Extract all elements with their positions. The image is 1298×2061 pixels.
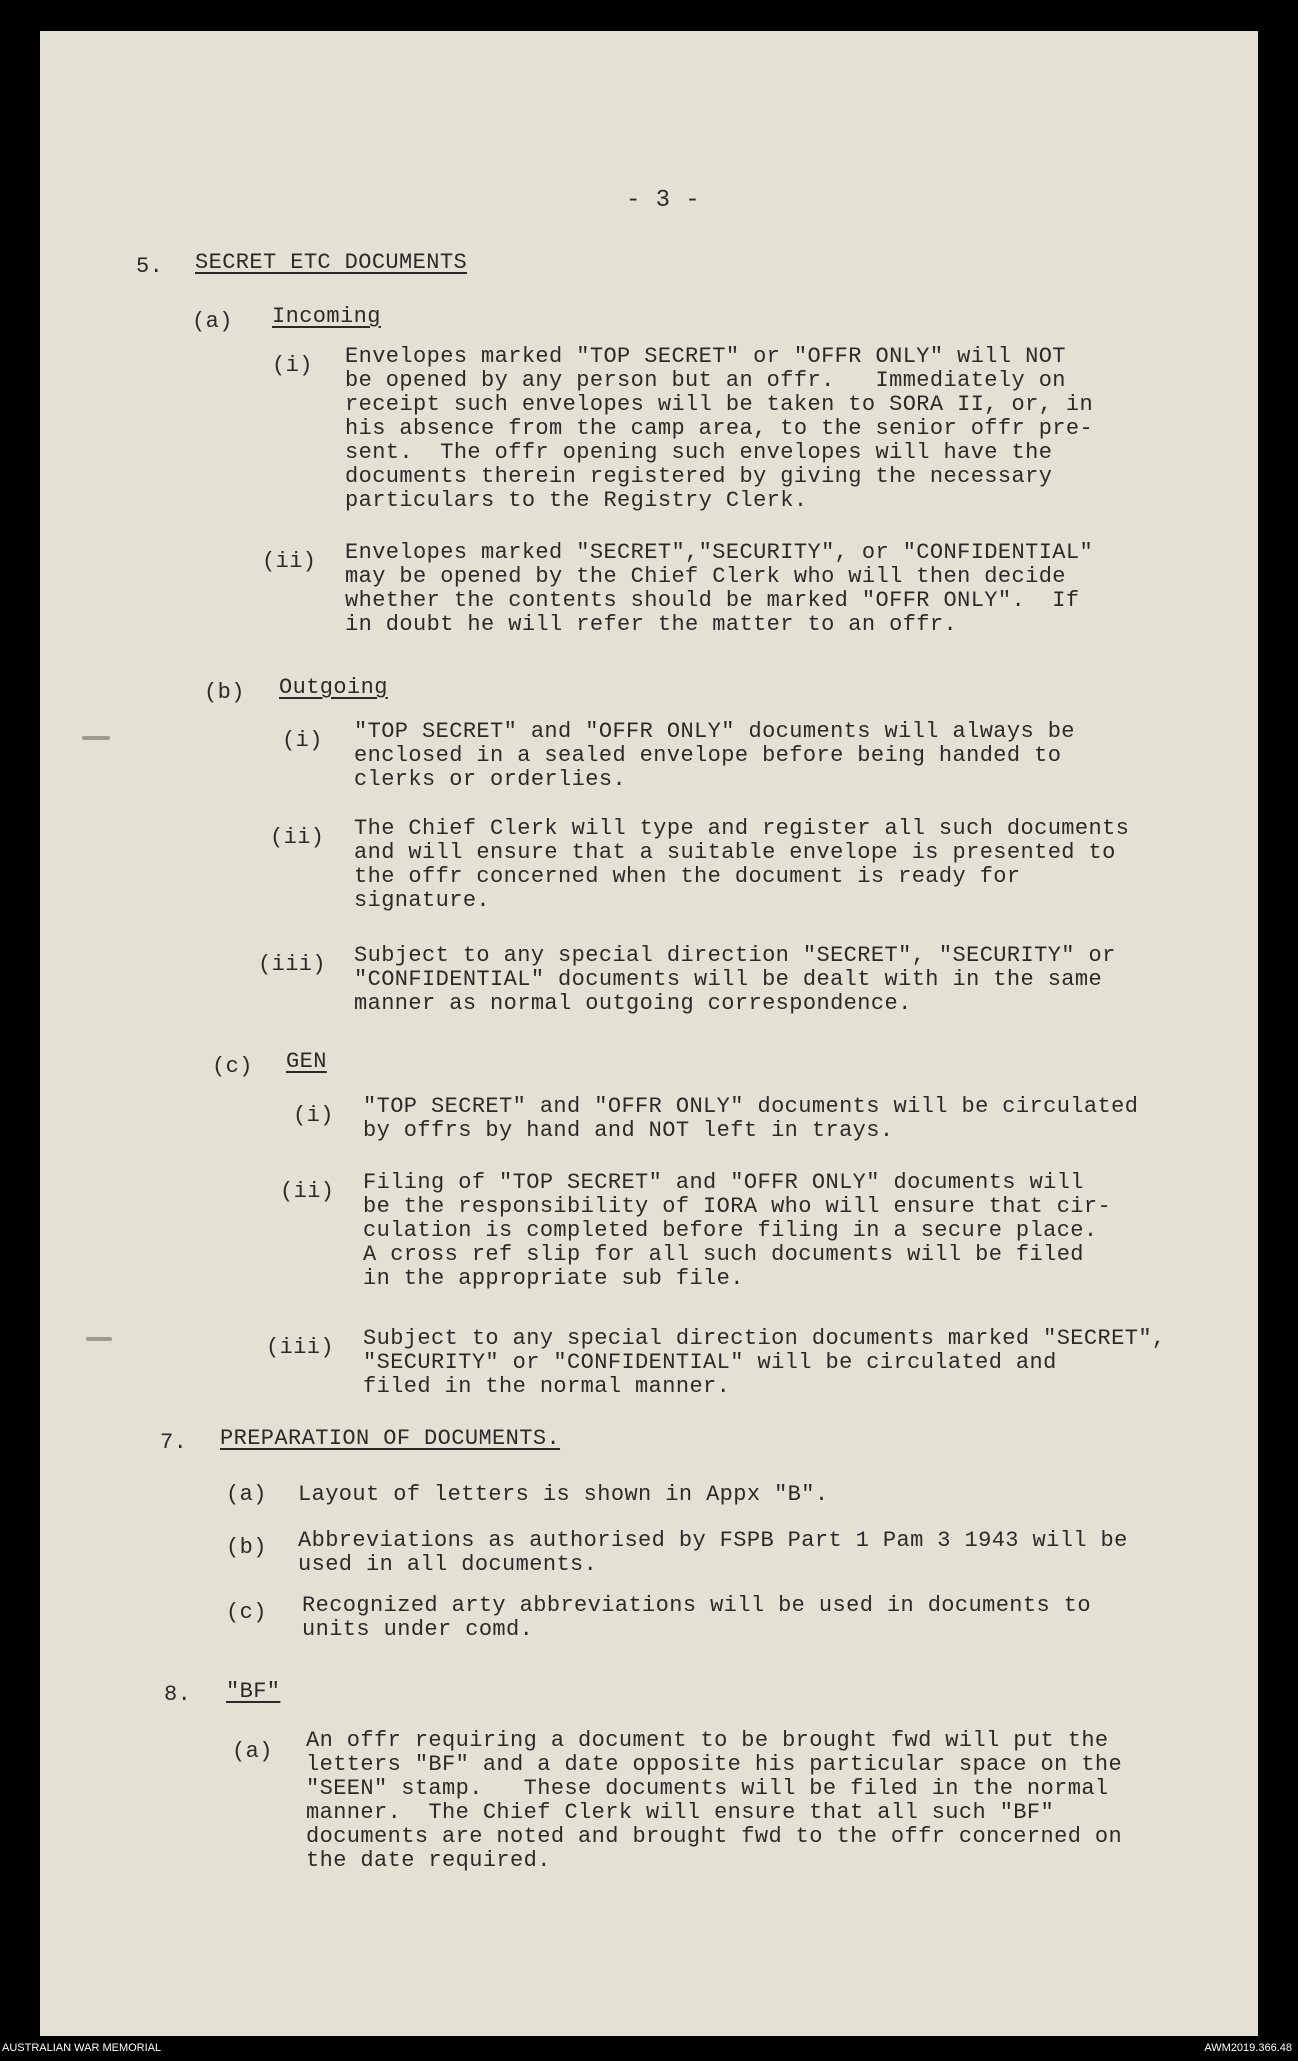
staple-mark-upper bbox=[82, 736, 110, 740]
sec5-a-i-line: documents therein registered by giving the necessary bbox=[345, 464, 1053, 489]
sec5-b-i-line: "TOP SECRET" and "OFFR ONLY" documents will always be bbox=[354, 719, 1075, 744]
sec7-a-line: Layout of letters is shown in Appx "B". bbox=[298, 1482, 829, 1507]
sec5-c-i-number: (i) bbox=[293, 1103, 334, 1128]
section-8-number: 8. bbox=[164, 1682, 192, 1707]
sec5-a-ii-line: Envelopes marked "SECRET","SECURITY", or "CONFIDENTIAL" bbox=[345, 540, 1094, 565]
sec7-b-line: Abbreviations as authorised by FSPB Part 1 Pam 3 1943 will be bbox=[298, 1528, 1128, 1553]
sec5-a-i-line: be opened by any person but an offr. Immediately on bbox=[345, 368, 1066, 393]
sec5-c-ii-number: (ii) bbox=[280, 1179, 335, 1204]
sec5-a-ii-line: whether the contents should be marked "OFFR ONLY". If bbox=[345, 588, 1080, 613]
sec5-c-ii-line: be the responsibility of IORA who will ensure that cir- bbox=[363, 1194, 1112, 1219]
sec7-c-line: units under comd. bbox=[302, 1617, 534, 1642]
section-7-heading: PREPARATION OF DOCUMENTS. bbox=[220, 1426, 561, 1451]
sec5-c-i-line: by offrs by hand and NOT left in trays. bbox=[363, 1118, 894, 1143]
sec7-c-line: Recognized arty abbreviations will be used in documents to bbox=[302, 1593, 1091, 1618]
sec5-a-i-line: sent. The offr opening such envelopes will have the bbox=[345, 440, 1053, 465]
section-5-number: 5. bbox=[136, 254, 164, 279]
sec5-a-i-number: (i) bbox=[272, 353, 313, 378]
sec5-b-label: (b) bbox=[204, 680, 245, 705]
sec5-a-i-line: receipt such envelopes will be taken to SORA II, or, in bbox=[345, 392, 1094, 417]
sec5-b-iii-line: manner as normal outgoing correspondence. bbox=[354, 991, 912, 1016]
sec5-b-i-line: enclosed in a sealed envelope before being handed to bbox=[354, 743, 1062, 768]
sec8-a-line: manner. The Chief Clerk will ensure that all such "BF" bbox=[306, 1800, 1055, 1825]
sec5-b-i-line: clerks or orderlies. bbox=[354, 767, 627, 792]
sec5-c-iii-number: (iii) bbox=[266, 1335, 335, 1360]
sec5-a-heading: Incoming bbox=[272, 304, 381, 329]
document-page bbox=[40, 31, 1258, 2036]
sec5-a-i-line: his absence from the camp area, to the senior offr pre- bbox=[345, 416, 1094, 441]
sec5-c-heading: GEN bbox=[286, 1049, 327, 1074]
sec5-b-ii-line: the offr concerned when the document is ready for bbox=[354, 864, 1021, 889]
sec5-c-iii-line: Subject to any special direction documents marked "SECRET", bbox=[363, 1326, 1166, 1351]
sec5-b-iii-line: "CONFIDENTIAL" documents will be dealt with in the same bbox=[354, 967, 1103, 992]
sec5-b-ii-line: The Chief Clerk will type and register all such documents bbox=[354, 816, 1130, 841]
sec5-c-ii-line: in the appropriate sub file. bbox=[363, 1266, 744, 1291]
footer-accession-number: AWM2019.366.48 bbox=[1204, 2042, 1292, 2054]
sec8-a-line: An offr requiring a document to be brought fwd will put the bbox=[306, 1728, 1109, 1753]
sec7-b-line: used in all documents. bbox=[298, 1552, 598, 1577]
sec5-a-ii-line: may be opened by the Chief Clerk who will then decide bbox=[345, 564, 1066, 589]
sec8-a-line: documents are noted and brought fwd to the offr concerned on bbox=[306, 1824, 1123, 1849]
sec5-b-i-number: (i) bbox=[282, 728, 323, 753]
footer-institution: AUSTRALIAN WAR MEMORIAL bbox=[2, 2042, 162, 2054]
sec5-c-ii-line: Filing of "TOP SECRET" and "OFFR ONLY" documents will bbox=[363, 1170, 1084, 1195]
sec8-a-line: "SEEN" stamp. These documents will be filed in the normal bbox=[306, 1776, 1109, 1801]
sec5-a-ii-line: in doubt he will refer the matter to an offr. bbox=[345, 612, 958, 637]
sec5-b-iii-line: Subject to any special direction "SECRET", "SECURITY" or bbox=[354, 943, 1116, 968]
sec5-b-ii-line: and will ensure that a suitable envelope is presented to bbox=[354, 840, 1116, 865]
sec5-c-i-line: "TOP SECRET" and "OFFR ONLY" documents will be circulated bbox=[363, 1094, 1139, 1119]
sec5-c-iii-line: "SECURITY" or "CONFIDENTIAL" will be circulated and bbox=[363, 1350, 1057, 1375]
sec5-a-label: (a) bbox=[192, 309, 233, 334]
sec8-a-line: letters "BF" and a date opposite his particular space on the bbox=[306, 1752, 1123, 1777]
sec8-a-line: the date required. bbox=[306, 1848, 551, 1873]
sec5-b-iii-number: (iii) bbox=[258, 952, 327, 977]
sec5-b-ii-number: (ii) bbox=[270, 825, 325, 850]
sec7-a-number: (a) bbox=[226, 1482, 267, 1507]
sec5-a-i-line: particulars to the Registry Clerk. bbox=[345, 488, 808, 513]
section-5-heading: SECRET ETC DOCUMENTS bbox=[195, 250, 468, 275]
sec5-a-ii-number: (ii) bbox=[262, 549, 317, 574]
sec5-c-ii-line: culation is completed before filing in a secure place. bbox=[363, 1218, 1098, 1243]
sec7-c-number: (c) bbox=[226, 1600, 267, 1625]
sec8-a-number: (a) bbox=[232, 1739, 273, 1764]
staple-mark-lower bbox=[86, 1337, 112, 1341]
sec5-b-heading: Outgoing bbox=[279, 675, 388, 700]
sec5-c-ii-line: A cross ref slip for all such documents will be filed bbox=[363, 1242, 1084, 1267]
sec5-c-iii-line: filed in the normal manner. bbox=[363, 1374, 731, 1399]
page-number: - 3 - bbox=[626, 187, 701, 214]
sec7-b-number: (b) bbox=[226, 1535, 267, 1560]
section-7-number: 7. bbox=[160, 1430, 188, 1455]
sec5-c-label: (c) bbox=[212, 1054, 253, 1079]
section-8-heading: "BF" bbox=[226, 1679, 281, 1704]
sec5-a-i-line: Envelopes marked "TOP SECRET" or "OFFR ONLY" will NOT bbox=[345, 344, 1066, 369]
sec5-b-ii-line: signature. bbox=[354, 888, 491, 913]
